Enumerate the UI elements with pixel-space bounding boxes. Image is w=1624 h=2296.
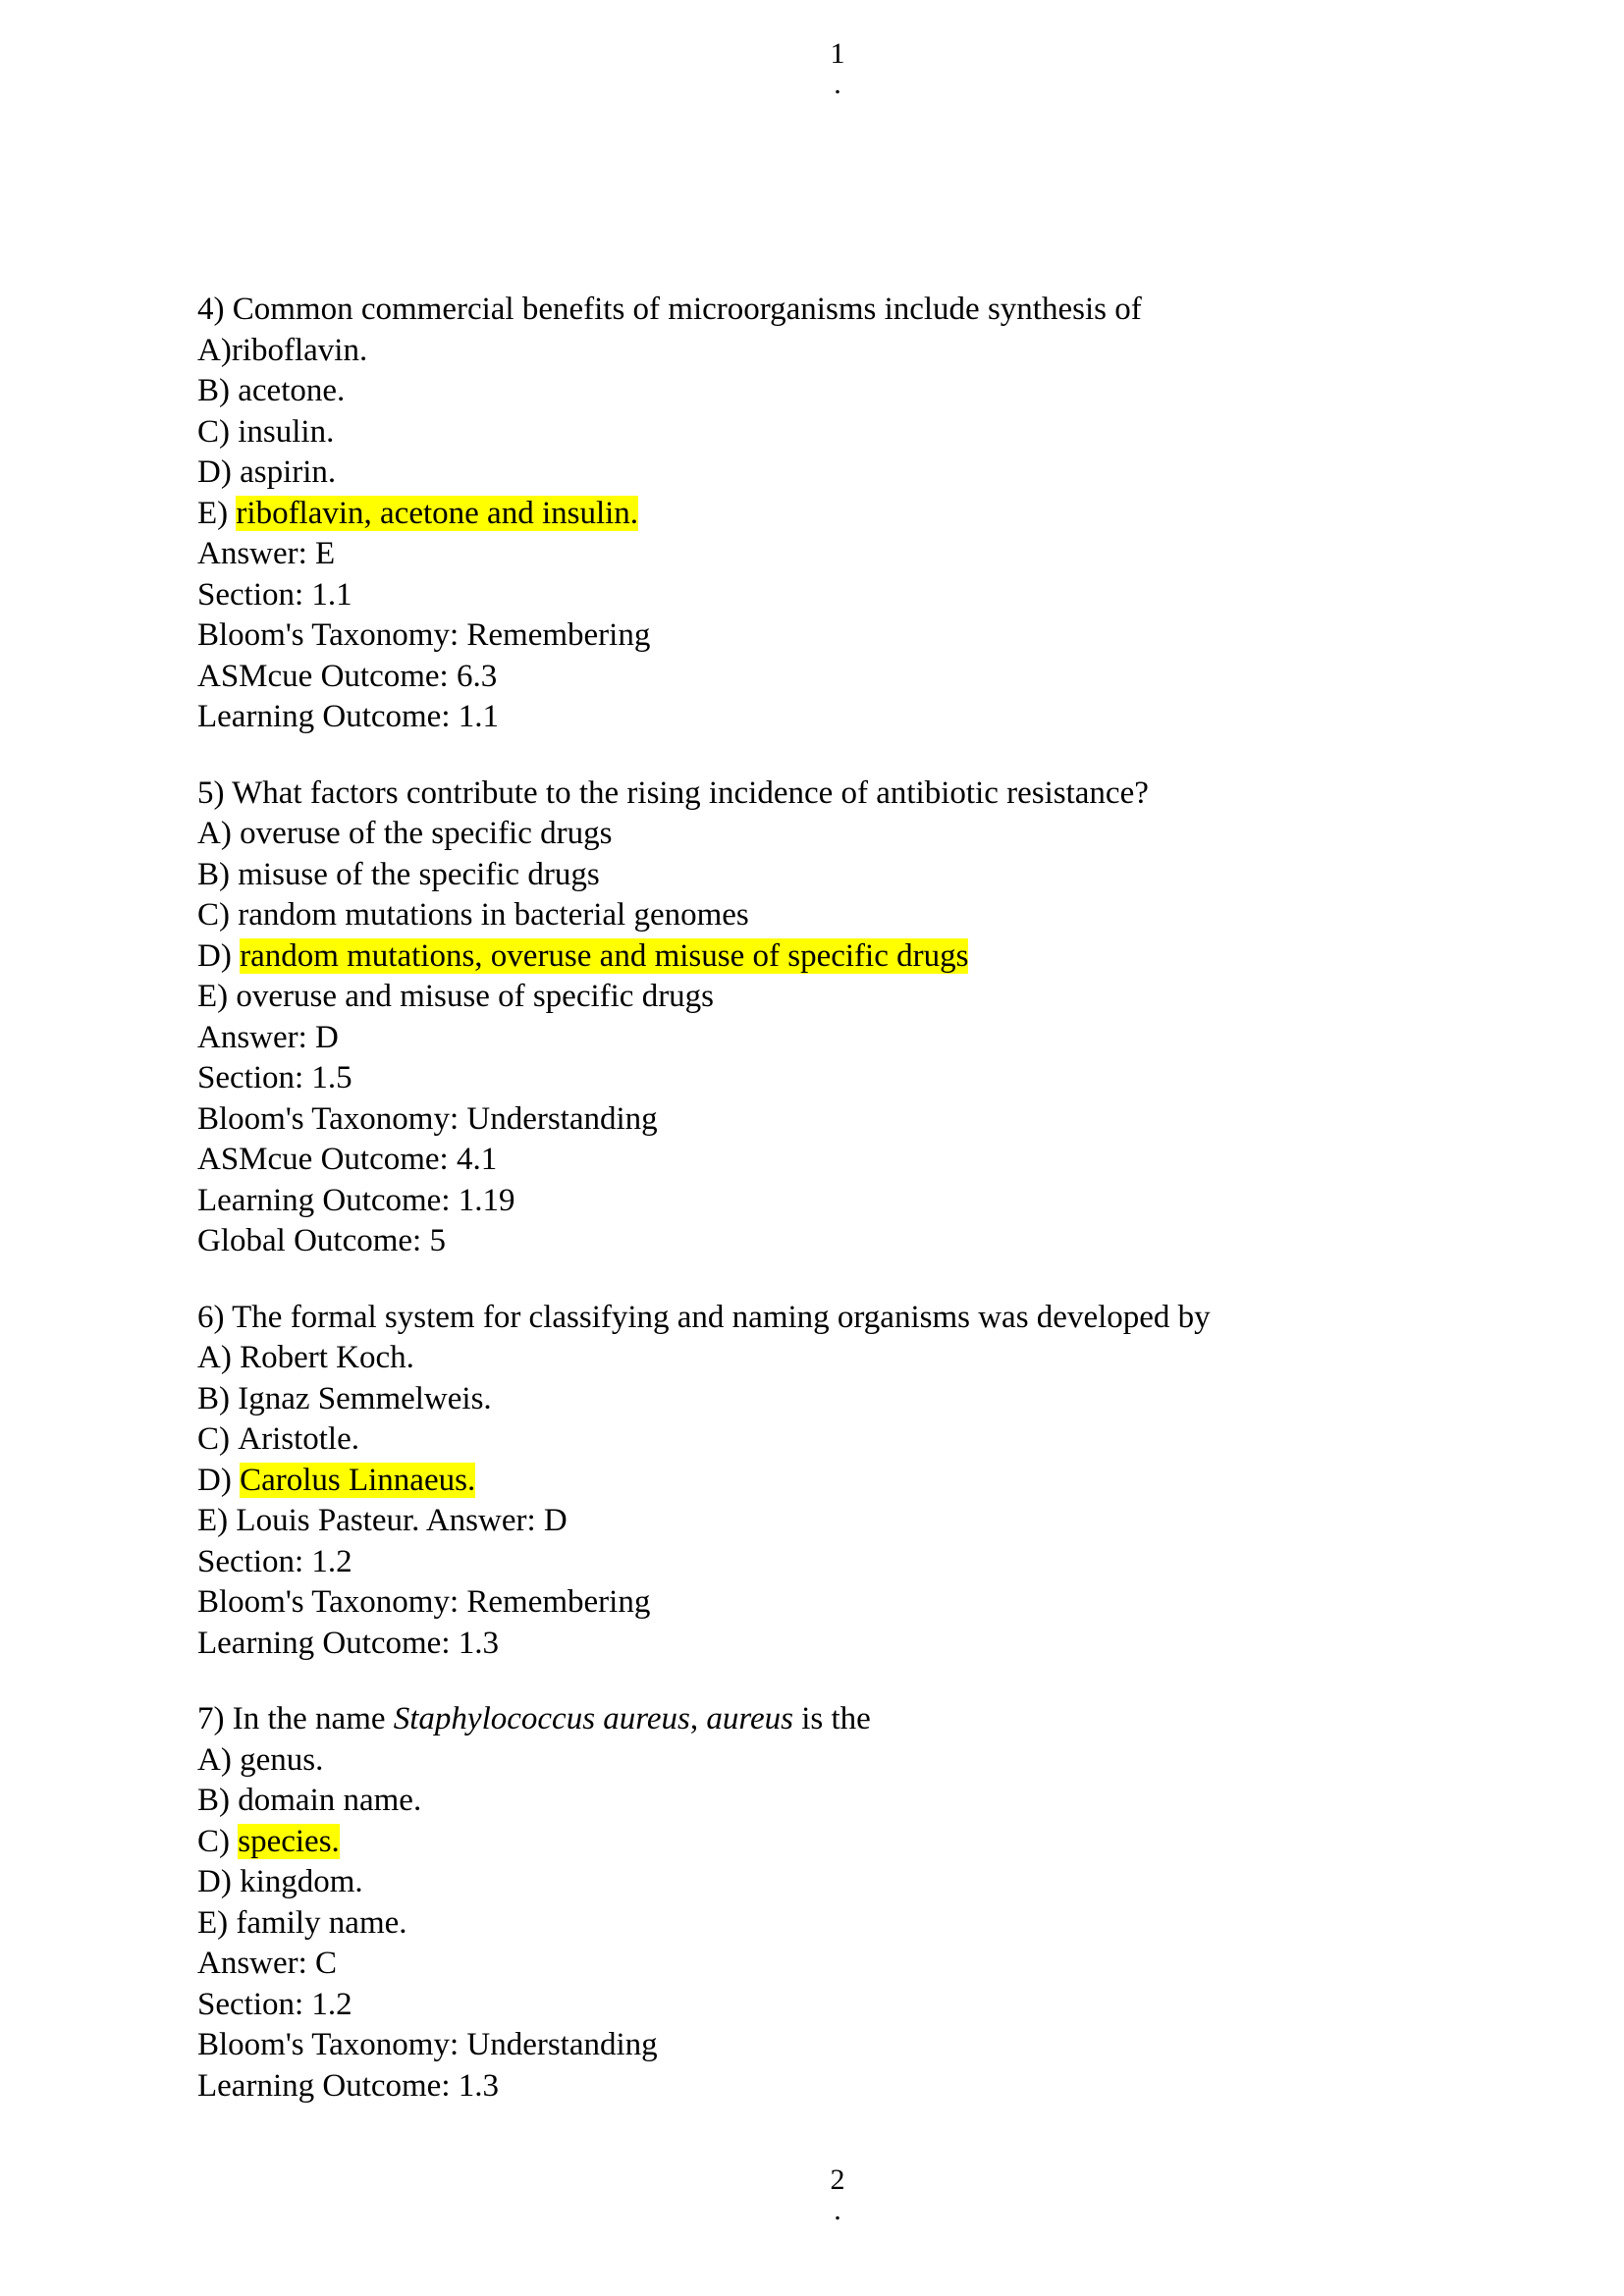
option-letter: D) — [197, 1462, 232, 1498]
learning-outcome-line: Learning Outcome: 1.1 — [197, 699, 499, 734]
page-number-top-value: 1 — [830, 37, 845, 70]
section-line: Section: 1.1 — [197, 576, 352, 613]
answer-line: Answer: D — [197, 1019, 339, 1055]
option-letter: E) — [197, 495, 229, 531]
stem-italic-term: aureus — [706, 1701, 793, 1736]
page-number-bottom — [0, 2163, 1624, 2224]
option-letter: E) — [197, 979, 229, 1014]
option-a — [197, 814, 1474, 855]
option-e — [197, 977, 1474, 1018]
option-letter: E) — [197, 1503, 229, 1538]
option-letter: A) — [197, 332, 232, 368]
learning-outcome-line: Learning Outcome: 1.3 — [197, 2067, 499, 2104]
option-letter: B) — [197, 1783, 230, 1818]
question-6 — [197, 1298, 1474, 1665]
option-c — [197, 895, 1474, 936]
option-letter: B) — [197, 856, 230, 892]
option-d — [197, 1461, 1474, 1502]
question-4 — [197, 290, 1474, 738]
option-d — [197, 936, 1474, 978]
option-e — [197, 1501, 1474, 1542]
option-a — [197, 1338, 1474, 1379]
option-text: family name. — [236, 1904, 407, 1941]
section-line: Section: 1.2 — [197, 1543, 352, 1579]
page-number-top — [0, 37, 1624, 98]
option-d — [197, 453, 1474, 494]
option-letter: A) — [197, 816, 232, 851]
blooms-taxonomy-line: Bloom's Taxonomy: Understanding — [197, 2027, 658, 2062]
stem-comma: , — [689, 1701, 707, 1736]
option-e — [197, 494, 1474, 535]
page-number-top-dot: . — [834, 68, 841, 100]
option-e — [197, 1903, 1474, 1945]
option-b — [197, 855, 1474, 896]
option-a — [197, 331, 1474, 372]
option-text: misuse of the specific drugs — [238, 856, 600, 892]
option-text: genus. — [240, 1741, 324, 1778]
page-number-bottom-dot: . — [834, 2194, 841, 2226]
option-c — [197, 1419, 1474, 1461]
option-letter: D) — [197, 454, 232, 490]
option-letter: C) — [197, 1421, 230, 1457]
option-text: Robert Koch. — [240, 1340, 414, 1375]
correct-option-highlight: random mutations, overuse and misuse of specific drugs — [240, 937, 969, 974]
option-b — [197, 371, 1474, 412]
option-text: domain name. — [238, 1783, 422, 1818]
stem-suffix: is the — [793, 1701, 871, 1736]
option-text: kingdom. — [240, 1864, 363, 1899]
option-letter: A) — [197, 1340, 232, 1375]
stem-prefix: 7) In the name — [197, 1701, 394, 1736]
option-a — [197, 1740, 1474, 1782]
global-outcome-line: Global Outcome: 5 — [197, 1223, 446, 1258]
option-text: acetone. — [238, 373, 346, 408]
correct-option-highlight: riboflavin, acetone and insulin. — [236, 495, 639, 531]
option-text: overuse and misuse of specific drugs — [236, 979, 715, 1014]
answer-line: Answer: E — [197, 536, 336, 571]
option-text: random mutations in bacterial genomes — [238, 897, 749, 933]
question-stem — [197, 1699, 1474, 1740]
option-text: aspirin. — [240, 454, 337, 490]
option-letter: C) — [197, 413, 230, 450]
blooms-taxonomy-line: Bloom's Taxonomy: Remembering — [197, 1584, 651, 1620]
blooms-taxonomy-line: Bloom's Taxonomy: Remembering — [197, 617, 651, 653]
option-c — [197, 1822, 1474, 1863]
option-b — [197, 1379, 1474, 1420]
option-b — [197, 1781, 1474, 1822]
answer-line: Answer: C — [197, 1946, 338, 1981]
option-letter: E) — [197, 1904, 229, 1941]
correct-option-highlight: Carolus Linnaeus. — [240, 1462, 476, 1498]
asmcue-outcome-line: ASMcue Outcome: 6.3 — [197, 658, 498, 694]
option-text: Ignaz Semmelweis. — [238, 1380, 492, 1416]
section-line: Section: 1.2 — [197, 1986, 352, 2022]
correct-option-highlight: species. — [238, 1823, 340, 1859]
option-text: Louis Pasteur. Answer: D — [236, 1503, 568, 1538]
learning-outcome-line: Learning Outcome: 1.3 — [197, 1625, 499, 1661]
question-5 — [197, 774, 1474, 1262]
section-line: Section: 1.5 — [197, 1060, 352, 1095]
option-text: riboflavin. — [231, 332, 368, 368]
option-letter: B) — [197, 1380, 230, 1416]
option-text: overuse of the specific drugs — [240, 816, 613, 851]
question-list — [197, 290, 1474, 2142]
learning-outcome-line: Learning Outcome: 1.19 — [197, 1182, 515, 1218]
option-letter: D) — [197, 1864, 232, 1899]
asmcue-outcome-line: ASMcue Outcome: 4.1 — [197, 1142, 498, 1177]
option-d — [197, 1862, 1474, 1903]
question-stem: 5) What factors contribute to the rising incidence of antibiotic resistance? — [197, 774, 1149, 811]
option-letter: D) — [197, 937, 232, 974]
option-text: Aristotle. — [238, 1421, 359, 1457]
option-text: insulin. — [238, 413, 335, 450]
question-7 — [197, 1699, 1474, 2107]
question-stem: 6) The formal system for classifying and naming organisms was developed by — [197, 1299, 1211, 1335]
page-number-bottom-value: 2 — [830, 2163, 845, 2196]
question-stem: 4) Common commercial benefits of microorganisms include synthesis of — [197, 292, 1142, 327]
stem-italic-species-name: Staphylococcus aureus — [393, 1701, 690, 1736]
option-letter: B) — [197, 373, 230, 408]
option-letter: C) — [197, 897, 230, 933]
option-letter: A) — [197, 1741, 232, 1778]
option-letter: C) — [197, 1823, 230, 1859]
blooms-taxonomy-line: Bloom's Taxonomy: Understanding — [197, 1100, 658, 1137]
option-c — [197, 412, 1474, 454]
